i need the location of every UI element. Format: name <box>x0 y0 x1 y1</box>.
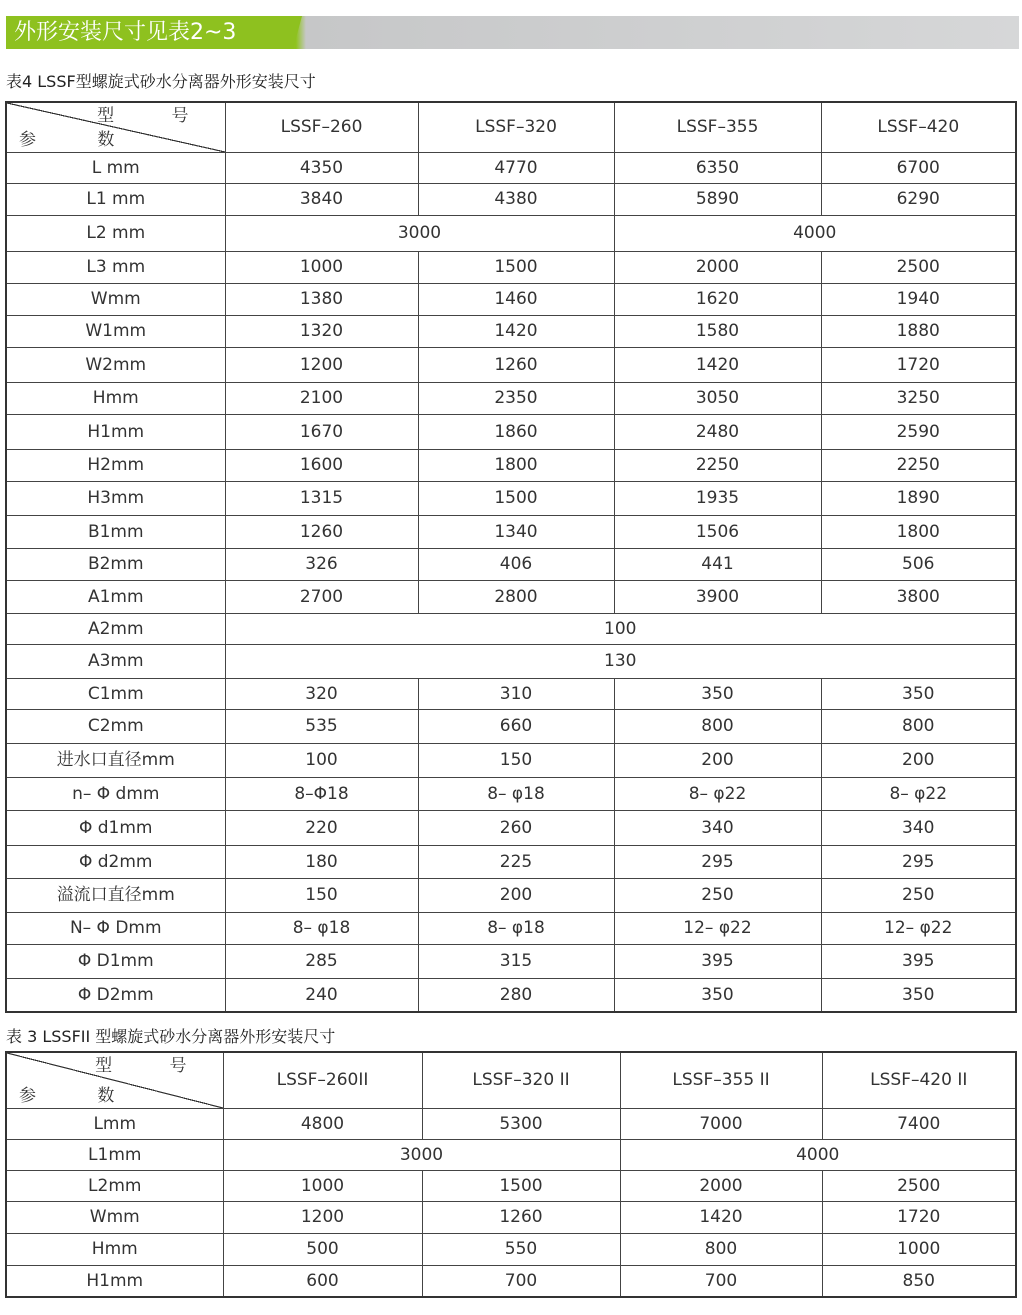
value-cell: 6290 <box>821 183 1016 215</box>
param-label-cell: W1mm <box>6 315 225 347</box>
param-label-cell: n– Φ dmm <box>6 777 225 810</box>
param-label-cell: W2mm <box>6 347 225 382</box>
value-cell: 250 <box>614 878 821 912</box>
table-row <box>6 810 1016 845</box>
value-cell: 260 <box>418 810 614 845</box>
value-cell: 1580 <box>614 315 821 347</box>
param-label-cell: Φ d2mm <box>6 845 225 878</box>
table-row <box>6 414 1016 449</box>
value-cell: 6350 <box>614 152 821 183</box>
table-row <box>6 283 1016 315</box>
value-cell: 800 <box>614 709 821 743</box>
value-cell: 1620 <box>614 283 821 315</box>
param-label-cell: H3mm <box>6 481 225 515</box>
table-row <box>6 678 1016 709</box>
value-cell: 240 <box>225 978 418 1012</box>
value-cell: 2500 <box>821 251 1016 283</box>
param-corner-label: 参 数 <box>19 1085 143 1106</box>
value-cell: 1260 <box>418 347 614 382</box>
value-cell: 280 <box>418 978 614 1012</box>
value-cell: 800 <box>620 1233 822 1265</box>
value-cell: 180 <box>225 845 418 878</box>
table-row <box>6 315 1016 347</box>
value-cell: 2250 <box>614 449 821 481</box>
value-cell: 285 <box>225 944 418 978</box>
value-cell: 8– φ18 <box>418 912 614 944</box>
param-label-cell: L1 mm <box>6 183 225 215</box>
value-cell: 340 <box>614 810 821 845</box>
table3-caption: 表 3 LSSFII 型螺旋式砂水分离器外形安装尺寸 <box>6 1027 336 1046</box>
table-row <box>6 912 1016 944</box>
model-header-cell: LSSF–320 II <box>422 1052 620 1108</box>
table-row <box>6 580 1016 613</box>
value-cell: 7400 <box>822 1108 1016 1139</box>
value-cell: 700 <box>422 1265 620 1297</box>
table-row <box>6 1265 1016 1297</box>
value-cell: 850 <box>822 1265 1016 1297</box>
value-cell: 1935 <box>614 481 821 515</box>
value-cell: 4350 <box>225 152 418 183</box>
value-cell: 1800 <box>418 449 614 481</box>
value-cell: 2350 <box>418 382 614 414</box>
param-label-cell: C1mm <box>6 678 225 709</box>
value-cell: 1506 <box>614 515 821 548</box>
value-cell: 3250 <box>821 382 1016 414</box>
table-row <box>6 347 1016 382</box>
value-cell: 1500 <box>422 1170 620 1201</box>
value-cell: 2000 <box>620 1170 822 1201</box>
param-label-cell: Lmm <box>6 1108 223 1139</box>
table-row <box>6 481 1016 515</box>
value-cell: 3840 <box>225 183 418 215</box>
value-cell: 310 <box>418 678 614 709</box>
value-cell: 3000 <box>223 1139 620 1170</box>
table-row <box>6 1233 1016 1265</box>
value-cell: 1260 <box>422 1201 620 1233</box>
value-cell: 1860 <box>418 414 614 449</box>
value-cell: 315 <box>418 944 614 978</box>
value-cell: 4000 <box>620 1139 1016 1170</box>
param-label-cell: Wmm <box>6 283 225 315</box>
value-cell: 506 <box>821 548 1016 580</box>
value-cell: 500 <box>223 1233 422 1265</box>
value-cell: 2100 <box>225 382 418 414</box>
param-label-cell: N– Φ Dmm <box>6 912 225 944</box>
value-cell: 2800 <box>418 580 614 613</box>
value-cell: 5890 <box>614 183 821 215</box>
value-cell: 1800 <box>821 515 1016 548</box>
param-label-cell: Hmm <box>6 1233 223 1265</box>
table-row <box>6 878 1016 912</box>
table-row <box>6 515 1016 548</box>
param-label-cell: L2 mm <box>6 215 225 251</box>
value-cell: 1000 <box>822 1233 1016 1265</box>
param-label-cell: Hmm <box>6 382 225 414</box>
value-cell: 295 <box>821 845 1016 878</box>
value-cell: 1670 <box>225 414 418 449</box>
value-cell: 4380 <box>418 183 614 215</box>
value-cell: 1720 <box>822 1201 1016 1233</box>
value-cell: 1000 <box>225 251 418 283</box>
value-cell: 8– φ22 <box>821 777 1016 810</box>
param-label-cell: 进水口直径mm <box>6 743 225 777</box>
value-cell: 441 <box>614 548 821 580</box>
table-row <box>6 743 1016 777</box>
value-cell: 8– φ18 <box>225 912 418 944</box>
table4 <box>5 101 1017 1013</box>
table-row <box>6 944 1016 978</box>
value-cell: 200 <box>418 878 614 912</box>
table4-caption: 表4 LSSF型螺旋式砂水分离器外形安装尺寸 <box>6 72 316 91</box>
model-header-cell: LSSF–355 II <box>620 1052 822 1108</box>
table-row <box>6 613 1016 644</box>
param-label-cell: A1mm <box>6 580 225 613</box>
param-label-cell: A3mm <box>6 644 225 678</box>
value-cell: 12– φ22 <box>614 912 821 944</box>
table-row <box>6 548 1016 580</box>
corner-header-cell <box>6 1052 223 1108</box>
header-row <box>6 102 1016 152</box>
value-cell: 2500 <box>822 1170 1016 1201</box>
param-label-cell: H1mm <box>6 414 225 449</box>
value-cell: 1420 <box>418 315 614 347</box>
value-cell: 350 <box>614 678 821 709</box>
value-cell: 1340 <box>418 515 614 548</box>
value-cell: 350 <box>821 978 1016 1012</box>
param-label-cell: L mm <box>6 152 225 183</box>
param-label-cell: L3 mm <box>6 251 225 283</box>
value-cell: 1460 <box>418 283 614 315</box>
param-label-cell: A2mm <box>6 613 225 644</box>
param-label-cell: Φ D1mm <box>6 944 225 978</box>
value-cell: 395 <box>614 944 821 978</box>
value-cell: 700 <box>620 1265 822 1297</box>
value-cell: 1500 <box>418 251 614 283</box>
table-row <box>6 382 1016 414</box>
model-header-cell: LSSF–260 <box>225 102 418 152</box>
value-cell: 8– φ22 <box>614 777 821 810</box>
value-cell: 8–Φ18 <box>225 777 418 810</box>
value-cell: 1720 <box>821 347 1016 382</box>
value-cell: 350 <box>614 978 821 1012</box>
value-cell: 250 <box>821 878 1016 912</box>
value-cell: 800 <box>821 709 1016 743</box>
value-cell: 225 <box>418 845 614 878</box>
value-cell: 340 <box>821 810 1016 845</box>
value-cell: 3050 <box>614 382 821 414</box>
value-cell: 2250 <box>821 449 1016 481</box>
value-cell: 2000 <box>614 251 821 283</box>
value-cell: 2480 <box>614 414 821 449</box>
value-cell: 1420 <box>620 1201 822 1233</box>
value-cell: 660 <box>418 709 614 743</box>
value-cell: 150 <box>225 878 418 912</box>
value-cell: 12– φ22 <box>821 912 1016 944</box>
value-cell: 6700 <box>821 152 1016 183</box>
value-cell: 1260 <box>225 515 418 548</box>
table-row <box>6 978 1016 1012</box>
param-label-cell: Φ D2mm <box>6 978 225 1012</box>
value-cell: 1420 <box>614 347 821 382</box>
value-cell: 395 <box>821 944 1016 978</box>
value-cell: 5300 <box>422 1108 620 1139</box>
param-label-cell: H2mm <box>6 449 225 481</box>
header-row <box>6 1052 1016 1108</box>
table-row <box>6 251 1016 283</box>
param-label-cell: H1mm <box>6 1265 223 1297</box>
value-cell: 220 <box>225 810 418 845</box>
table-row <box>6 1108 1016 1139</box>
param-label-cell: L1mm <box>6 1139 223 1170</box>
table-row <box>6 644 1016 678</box>
model-corner-label: 型 号 <box>97 106 215 126</box>
value-cell: 1600 <box>225 449 418 481</box>
section-header-bar <box>6 16 1019 49</box>
model-header-cell: LSSF–320 <box>418 102 614 152</box>
value-cell: 550 <box>422 1233 620 1265</box>
value-cell: 150 <box>418 743 614 777</box>
value-cell: 295 <box>614 845 821 878</box>
param-label-cell: B2mm <box>6 548 225 580</box>
table-row <box>6 709 1016 743</box>
model-corner-label: 型 号 <box>95 1056 213 1076</box>
value-cell: 1890 <box>821 481 1016 515</box>
value-cell: 200 <box>821 743 1016 777</box>
corner-header-cell <box>6 102 225 152</box>
param-label-cell: Wmm <box>6 1201 223 1233</box>
value-cell: 2700 <box>225 580 418 613</box>
table-row <box>6 1139 1016 1170</box>
value-cell: 600 <box>223 1265 422 1297</box>
value-cell: 1500 <box>418 481 614 515</box>
table-row <box>6 449 1016 481</box>
value-cell: 320 <box>225 678 418 709</box>
value-cell: 8– φ18 <box>418 777 614 810</box>
model-header-cell: LSSF–260II <box>223 1052 422 1108</box>
value-cell: 4770 <box>418 152 614 183</box>
table-row <box>6 1170 1016 1201</box>
value-cell: 4800 <box>223 1108 422 1139</box>
table-row <box>6 215 1016 251</box>
value-cell: 1940 <box>821 283 1016 315</box>
value-cell: 1880 <box>821 315 1016 347</box>
value-cell: 100 <box>225 743 418 777</box>
model-header-cell: LSSF–355 <box>614 102 821 152</box>
param-label-cell: 溢流口直径mm <box>6 878 225 912</box>
model-header-cell: LSSF–420 <box>821 102 1016 152</box>
section-title: 外形安装尺寸见表2~3 <box>14 20 237 45</box>
table-row <box>6 152 1016 183</box>
value-cell: 1000 <box>223 1170 422 1201</box>
table-row <box>6 777 1016 810</box>
value-cell: 535 <box>225 709 418 743</box>
value-cell: 326 <box>225 548 418 580</box>
param-label-cell: B1mm <box>6 515 225 548</box>
table-row <box>6 1201 1016 1233</box>
value-cell: 1315 <box>225 481 418 515</box>
value-cell: 3900 <box>614 580 821 613</box>
value-cell: 1380 <box>225 283 418 315</box>
value-cell: 1320 <box>225 315 418 347</box>
table-row <box>6 845 1016 878</box>
value-cell: 100 <box>225 613 1016 644</box>
model-header-cell: LSSF–420 II <box>822 1052 1016 1108</box>
param-label-cell: Φ d1mm <box>6 810 225 845</box>
param-label-cell: L2mm <box>6 1170 223 1201</box>
param-label-cell: C2mm <box>6 709 225 743</box>
value-cell: 406 <box>418 548 614 580</box>
value-cell: 3800 <box>821 580 1016 613</box>
value-cell: 3000 <box>225 215 614 251</box>
value-cell: 350 <box>821 678 1016 709</box>
value-cell: 200 <box>614 743 821 777</box>
value-cell: 1200 <box>225 347 418 382</box>
value-cell: 130 <box>225 644 1016 678</box>
param-corner-label: 参 数 <box>19 129 143 150</box>
table3 <box>5 1051 1017 1298</box>
table-row <box>6 183 1016 215</box>
value-cell: 1200 <box>223 1201 422 1233</box>
value-cell: 2590 <box>821 414 1016 449</box>
value-cell: 4000 <box>614 215 1016 251</box>
value-cell: 7000 <box>620 1108 822 1139</box>
